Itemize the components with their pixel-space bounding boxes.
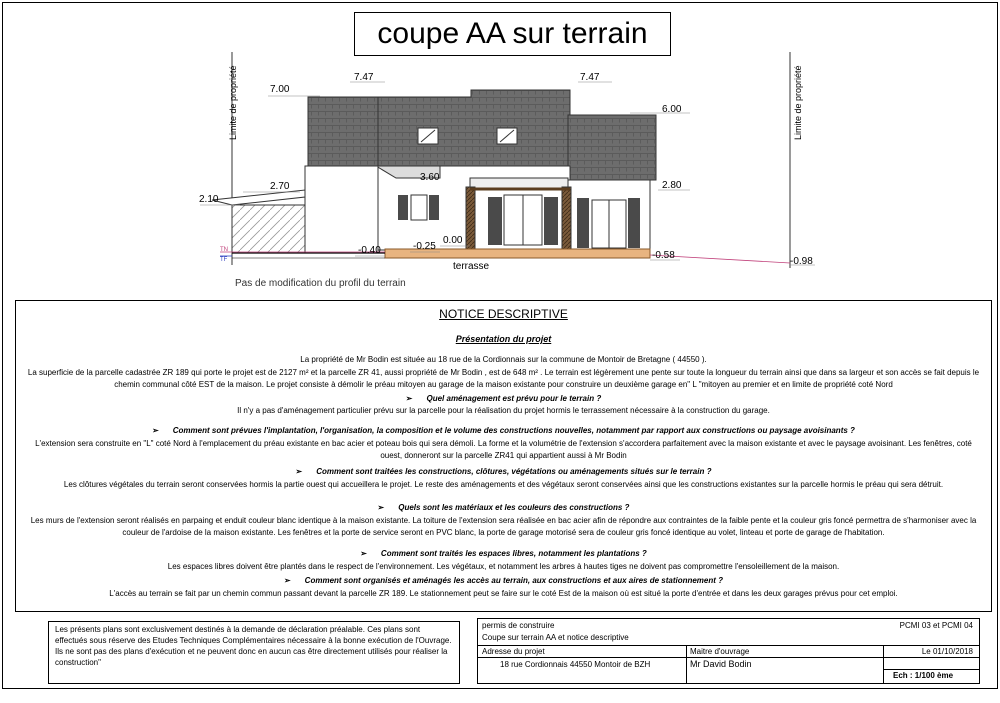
right-roof [568, 115, 656, 180]
dim-label: -0.40 [358, 245, 381, 256]
notice-descriptive [15, 300, 992, 612]
notice-subtitle: Présentation du projet [455, 334, 552, 344]
dim-label: 2.80 [662, 180, 682, 191]
tn-label: TN [220, 247, 228, 253]
owner-label: Maitre d'ouvrage [690, 647, 750, 656]
shutter [429, 195, 439, 220]
address-label: Adresse du projet [482, 647, 545, 656]
answer-3: Les clôtures végétales du terrain seront conservées hormis la partie ouest qui accueillera le projet. Le reste des aménagements et des végétaux seront conservées ainsi que les constructions existantes sur la parcelle hormis le préau qui sera détruit. [63, 480, 944, 489]
dim-label: 7.00 [270, 84, 290, 95]
question-5: ➢ Comment sont traités les espaces libres, notamment les plantations ? [360, 549, 647, 558]
question-6: ➢ Comment sont organisés et aménagés les accès au terrain, aux constructions et aux aires de stationnement ? [283, 576, 724, 585]
limit-label-right: Limite de propriété [793, 65, 803, 140]
main-roof [378, 90, 570, 166]
profil-note: Pas de modification du profil du terrain [235, 278, 406, 289]
terrasse-label: terrasse [453, 261, 490, 272]
shutter [398, 195, 408, 220]
permit-type: permis de construire [482, 621, 555, 630]
dim-label: 0.00 [443, 235, 463, 246]
pergola-post [466, 187, 475, 252]
question-2: ➢ Comment sont prévues l'implantation, l'organisation, la composition et le volume des constructions nouvelles, notamment par rapport aux constructions ou paysage avoisinants ? [152, 426, 855, 435]
dim-label: 3.60 [420, 172, 440, 183]
tf-label: TF [220, 257, 228, 263]
limit-label-left: Limite de propriété [228, 65, 238, 140]
dim-label: -0.58 [652, 250, 675, 261]
answer-6: L'accès au terrain se fait par un chemin commun passant devant la parcelle ZR 189. Le stationnement peut se faire sur le coté Est de la maison où est situé la porte d'entrée et dans les deux garages prévus pour cet emploi. [109, 589, 898, 598]
question-3: ➢ Comment sont traitées les constructions, clôtures, végétations ou aménagements situés sur le terrain ? [295, 467, 712, 476]
presentation-p1: La propriété de Mr Bodin est située au 18 rue de la Cordionnais sur la commune de Montoir de Bretagne ( 44550 ). [300, 355, 707, 364]
dim-label: -0.25 [413, 241, 436, 252]
project-address: 18 rue Cordionnais 44550 Montoir de BZH [500, 660, 651, 669]
dim-label: 7.47 [580, 72, 600, 83]
question-1: ➢ Quel aménagement est prévu pour le terrain ? [405, 394, 602, 403]
date: Le 01/10/2018 [921, 647, 973, 656]
dim-label: -0.98 [790, 256, 813, 267]
section-drawing [0, 0, 1000, 300]
presentation-p2: La superficie de la parcelle cadastrée ZR 189 qui porte le projet est de 2127 m² et la parcelle ZR 41, aussi propriété de Mr Bodin , est de 648 m² . Le terrain est légèrement une pente sur toute la longueur du terrain ainsi que dans sa largeur et son accès se fait depuis le chemin communal côté EST de la maison. Le projet consiste à démolir le préau mitoyen au garage de la maison existante pour construire un deuxième garage en" L "mitoyen au premier et en limite de propriété coté Nord [27, 368, 980, 389]
dim-label: 2.10 [199, 194, 219, 205]
dim-label: 2.70 [270, 181, 290, 192]
permit-ref: PCMI 03 et PCMI 04 [899, 621, 973, 630]
scale: Ech : 1/100 ème [893, 671, 954, 680]
dim-label: 6.00 [662, 104, 682, 115]
disclaimer-box: Les présents plans sont exclusivement destinés à la demande de déclaration préalable. Ces plans sont effectués sous réserve des Etudes Techniques Complémentaires nécessaire à la bonne exécution de l'Ouvrage. Ils ne sont pas des plans d'exécution et ne peuvent donc en aucun cas être directement utilisés pour réaliser la construction" [48, 621, 460, 684]
answer-2: L'extension sera construite en "L" coté Nord à l'emplacement du préau existante en bac acier et poteau bois qui sera démoli. La forme et la volumétrie de l'extension s'accordera parfaitement avec la maison existante et avec le paysage avoisinant. Les fenêtres, coté ouest, donneront sur la parcelle ZR41 qui appartient aussi à Mr Bodin [35, 439, 972, 460]
owner-name: Mr David Bodin [690, 659, 752, 669]
answer-1: Il n'y a pas d'aménagement particulier prévu sur la parcelle pour la réalisation du projet hormis le terrassement nécessaire à la construction du garage. [237, 406, 770, 415]
drawing-title: coupe AA sur terrain [354, 12, 671, 56]
notice-title: NOTICE DESCRIPTIVE [439, 307, 568, 321]
title-block [477, 618, 980, 684]
drawing-desc: Coupe sur terrain AA et notice descriptive [482, 633, 629, 642]
question-4: ➢ Quels sont les matériaux et les couleurs des constructions ? [377, 503, 630, 512]
answer-4: Les murs de l'extension seront réalisés en parpaing et enduit couleur blanc identique à la maison existante. La toiture de l'extension sera réalisée en bac acier afin de répondre aux contraintes de la faible pente et la couleur gris foncé permettra de s'harmoniser avec la couleur de l'ardoise de la maison existante. Les fenêtres et la porte de service seront en PVC blanc, la porte de garage motorisé sera de couleur gris foncé identique au volet, linteau et porte de garage de l'habitation. [30, 516, 977, 537]
window [411, 195, 427, 220]
answer-5: Les espaces libres doivent être plantés dans le respect de l'environnement. Les végétaux, et notamment les arbres à hautes tiges ne doivent pas compromettre l'ensoleillement de la maison. [167, 562, 840, 571]
dim-label: 7.47 [354, 72, 374, 83]
left-roof [308, 97, 378, 166]
